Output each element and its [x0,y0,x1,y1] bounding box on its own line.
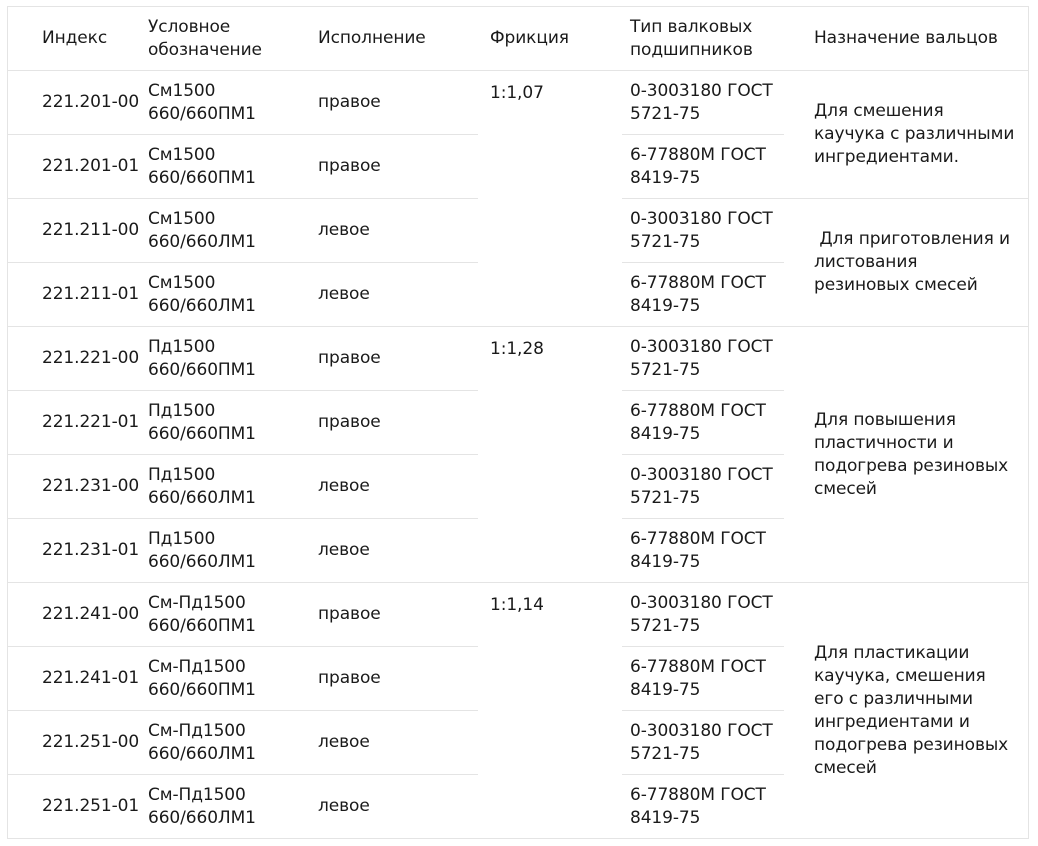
cell-bearings: 0-3003180 ГОСТ 5721-75 [622,583,784,647]
table-row [8,327,1028,391]
cell-execution: правое [306,327,478,391]
cell-purpose [784,327,1028,583]
cell-index: 221.251-01 [8,775,140,839]
cell-bearings: 0-3003180 ГОСТ 5721-75 [622,455,784,519]
cell-execution: правое [306,135,478,199]
cell-bearings: 0-3003180 ГОСТ 5721-75 [622,711,784,775]
cell-designation: См1500 660/660ЛМ1 [140,263,306,327]
cell-execution: правое [306,391,478,455]
cell-designation: См1500 660/660ПМ1 [140,135,306,199]
cell-designation: Пд1500 660/660ПМ1 [140,391,306,455]
cell-execution: левое [306,263,478,327]
cell-bearings: 0-3003180 ГОСТ 5721-75 [622,327,784,391]
header-bearings: Тип валковых подшипников [622,7,784,71]
cell-designation: Пд1500 660/660ПМ1 [140,327,306,391]
cell-designation: См-Пд1500 660/660ПМ1 [140,647,306,711]
cell-index: 221.221-00 [8,327,140,391]
roller-table-frame [7,6,1029,839]
cell-execution: левое [306,519,478,583]
cell-friction: 1:1,28 [478,327,622,583]
cell-execution: левое [306,199,478,263]
header-execution: Исполнение [306,7,478,71]
cell-bearings: 6-77880М ГОСТ 8419-75 [622,647,784,711]
cell-bearings: 6-77880М ГОСТ 8419-75 [622,775,784,839]
cell-bearings: 6-77880М ГОСТ 8419-75 [622,263,784,327]
cell-friction: 1:1,07 [490,83,544,103]
cell-execution: правое [318,92,381,112]
cell-designation: См-Пд1500 660/660ПМ1 [140,583,306,647]
header-index: Индекс [8,7,140,71]
cell-index: 221.221-01 [8,391,140,455]
cell-bearings: 6-77880М ГОСТ 8419-75 [622,519,784,583]
cell-index: 221.211-01 [8,263,140,327]
cell-index: 221.241-01 [8,647,140,711]
purpose-text: Для смешения каучука с различными ингредиентами. [814,101,1015,167]
cell-index: 221.201-01 [8,135,140,199]
cell-bearings: 0-3003180 ГОСТ 5721-75 [630,80,773,124]
cell-bearings: 6-77880М ГОСТ 8419-75 [622,135,784,199]
cell-designation: См-Пд1500 660/660ЛМ1 [140,775,306,839]
cell-index: 221.211-00 [8,199,140,263]
cell-purpose [784,199,1028,327]
cell-designation: Пд1500 660/660ЛМ1 [140,455,306,519]
purpose-text: Для повышения пластичности и подогрева резиновых смесей [814,409,1009,499]
cell-execution: правое [306,647,478,711]
cell-execution: левое [306,455,478,519]
header-purpose: Назначение вальцов [784,7,1028,71]
header-row [8,7,1028,71]
cell-execution: правое [306,583,478,647]
cell-bearings: 6-77880М ГОСТ 8419-75 [622,391,784,455]
cell-execution: левое [306,711,478,775]
cell-index: 221.251-00 [8,711,140,775]
header-friction: Фрикция [478,7,622,71]
cell-index: 221.201-00 [42,92,140,112]
purpose-text: Для пластикации каучука, смешения его с различными ингредиентами и подогрева резиновых смесей [814,642,1009,778]
table-row [8,71,1028,135]
table-row [8,583,1028,647]
cell-designation: См1500 660/660ПМ1 [148,80,256,124]
cell-purpose [784,71,1028,199]
cell-index: 221.231-01 [8,519,140,583]
cell-index: 221.241-00 [8,583,140,647]
cell-purpose [784,583,1028,839]
purpose-text: Для приготовления и листования резиновых смесей [814,229,1016,295]
header-designation: Условное обозначение [140,7,306,71]
cell-friction: 1:1,14 [478,583,622,839]
cell-index: 221.231-00 [8,455,140,519]
cell-designation: См-Пд1500 660/660ЛМ1 [140,711,306,775]
roller-spec-table [8,7,1028,839]
cell-bearings: 0-3003180 ГОСТ 5721-75 [622,199,784,263]
cell-execution: левое [306,775,478,839]
cell-designation: Пд1500 660/660ЛМ1 [140,519,306,583]
cell-designation: См1500 660/660ЛМ1 [140,199,306,263]
